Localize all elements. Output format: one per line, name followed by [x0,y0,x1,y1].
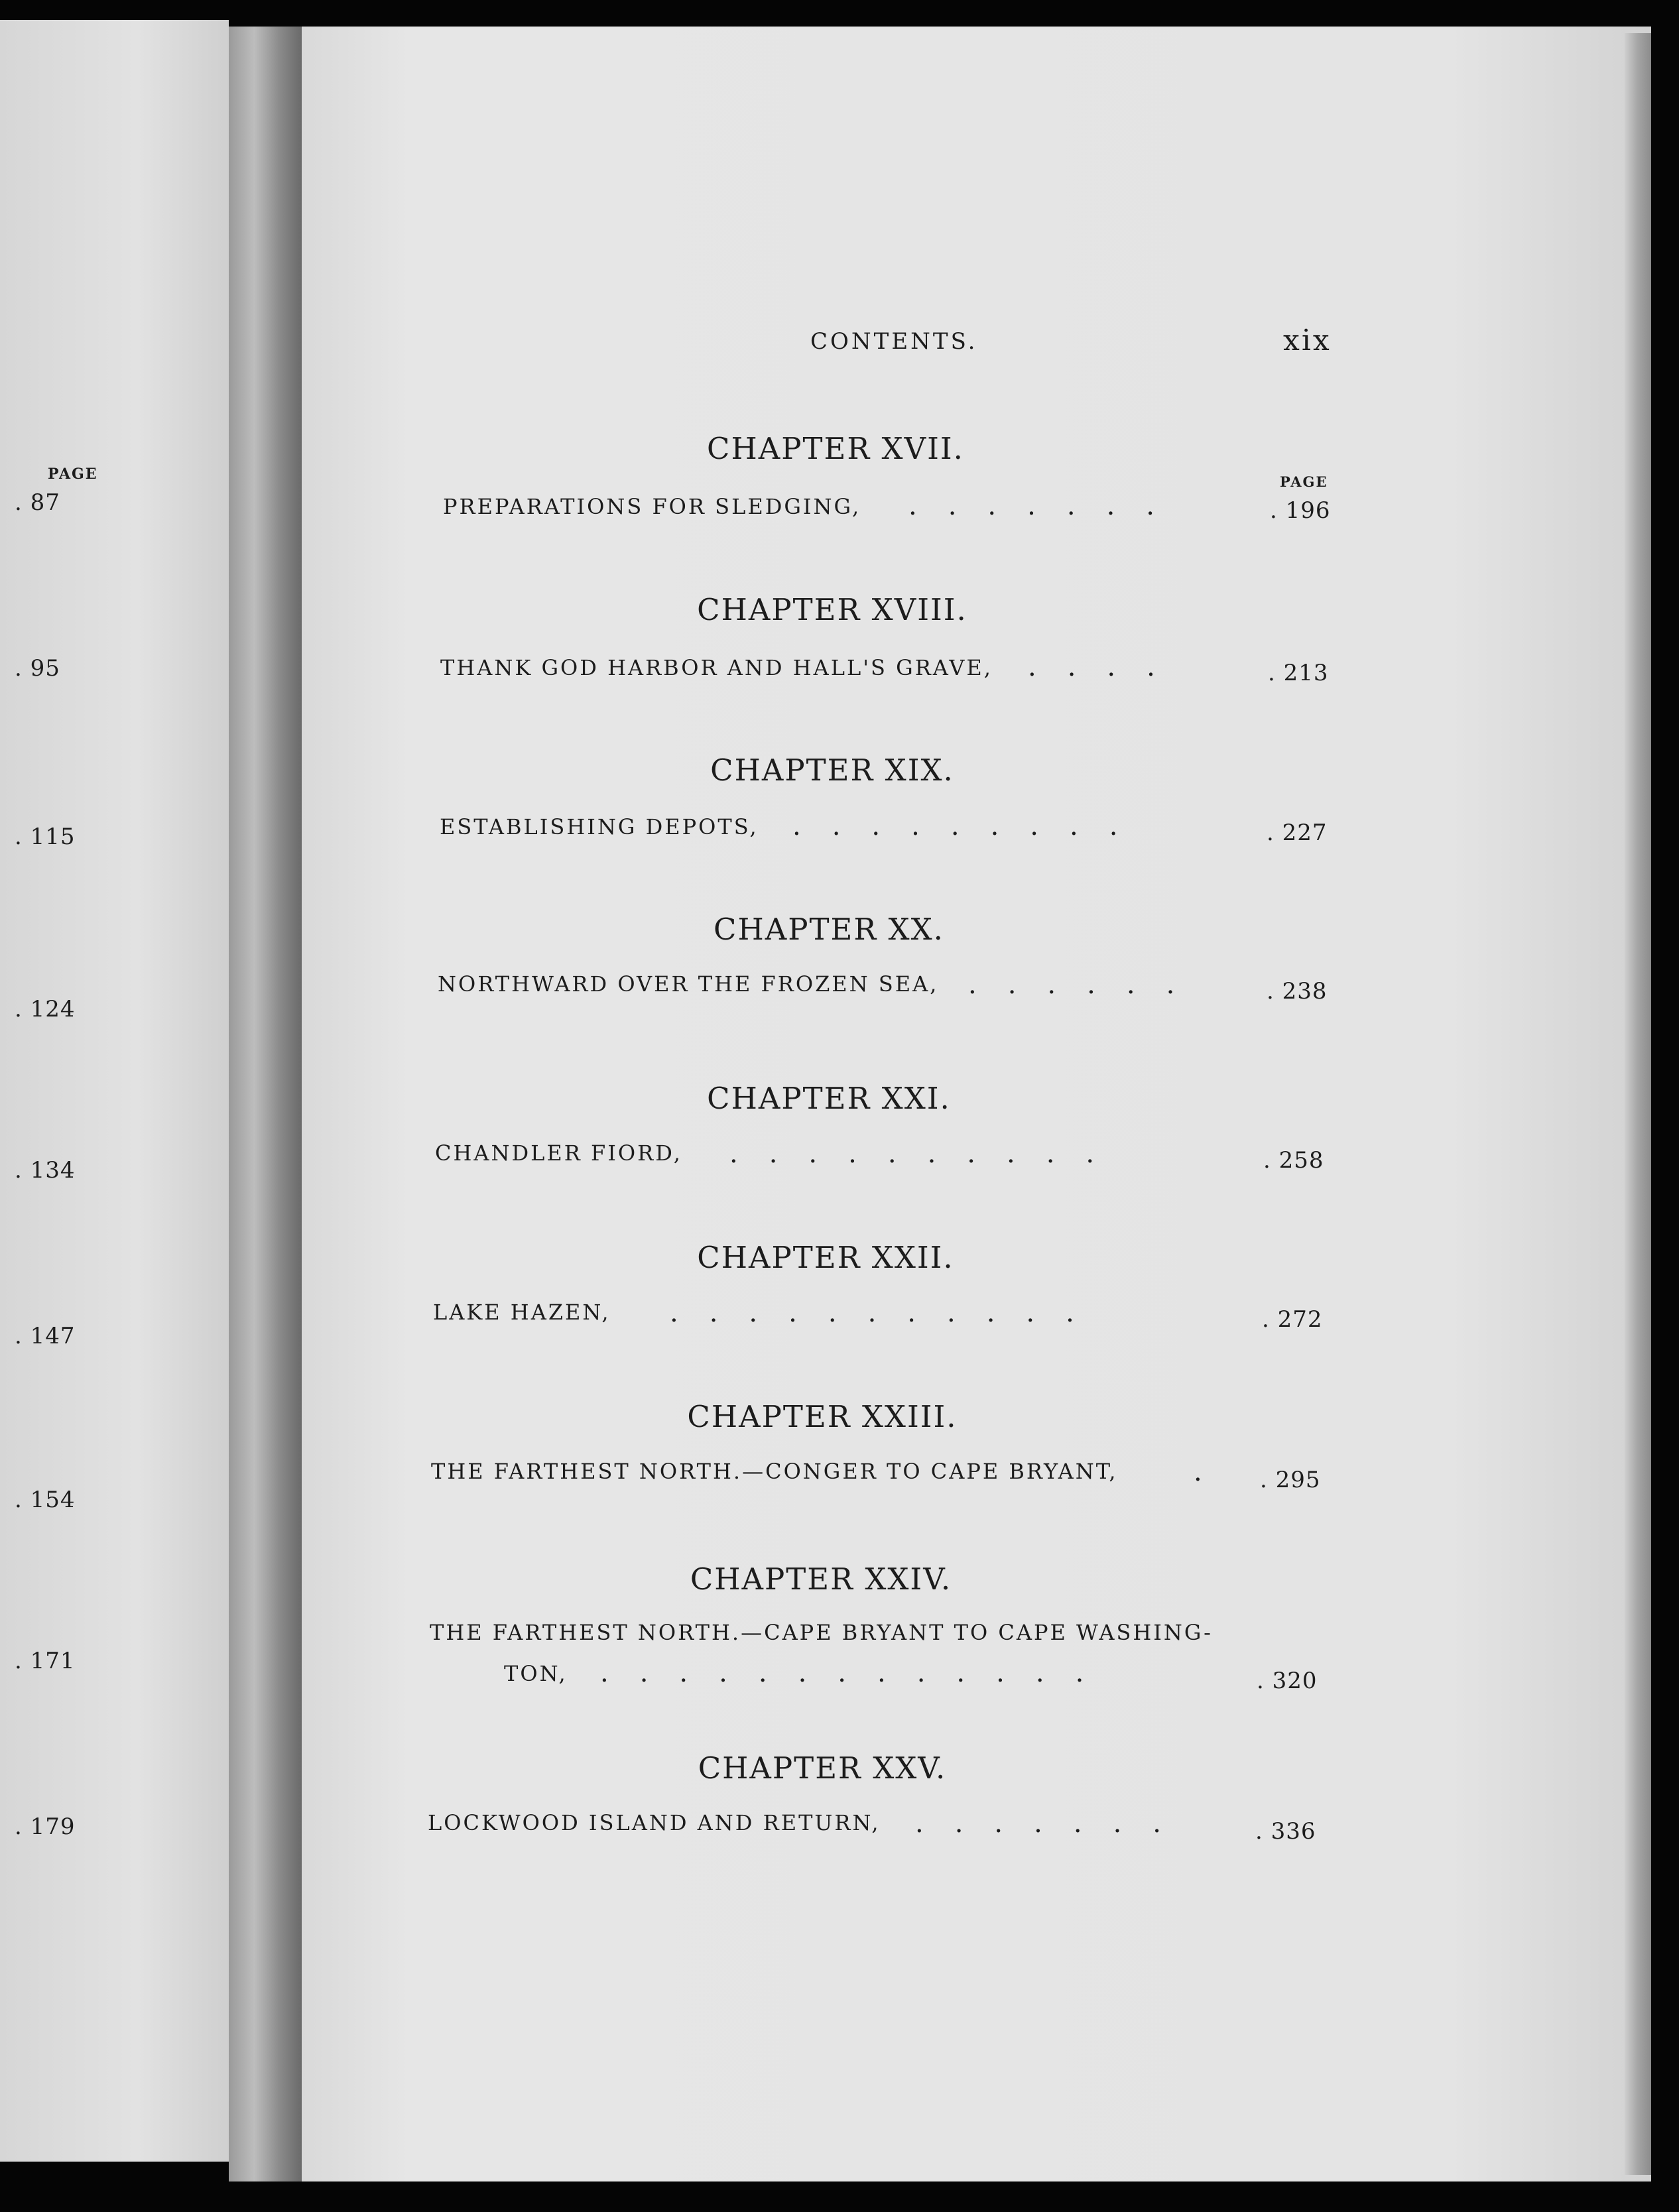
chapter-heading: CHAPTER XXII. [697,1240,954,1275]
chapter-title-continuation: TON, [504,1661,568,1686]
page-edge-shadow [1625,33,1651,2175]
dot-leader: ....... [908,491,1186,521]
left-page-number: . 179 [15,1813,76,1840]
left-page-fragment [0,20,229,2162]
page-number: . 336 [1255,1818,1316,1845]
page-number: . 295 [1260,1467,1321,1493]
left-page-number: . 124 [15,996,76,1022]
chapter-title: LOCKWOOD ISLAND AND RETURN, [428,1810,881,1835]
dot-leader: .... [1028,652,1186,682]
folio: xix [1283,324,1332,357]
chapter-title: NORTHWARD OVER THE FROZEN SEA, [438,971,939,997]
book-gutter [229,27,302,2181]
chapter-heading: CHAPTER XVII. [707,431,964,466]
left-page-number: . 95 [15,655,60,682]
chapter-heading: CHAPTER XXV. [698,1751,947,1786]
chapter-title: PREPARATIONS FOR SLEDGING, [443,494,861,519]
left-page-number: . 87 [15,489,60,516]
page-number: . 258 [1263,1147,1324,1174]
page-number: . 196 [1270,497,1331,524]
page-number: . 272 [1262,1306,1323,1333]
running-head: CONTENTS. [810,328,978,355]
left-page-column-header: PAGE [48,465,98,483]
chapter-heading: CHAPTER XXI. [707,1081,951,1116]
chapter-heading: CHAPTER XXIII. [687,1399,958,1434]
chapter-title: CHANDLER FIORD, [435,1140,682,1166]
chapter-title: ESTABLISHING DEPOTS, [440,814,759,839]
page-number: . 213 [1268,660,1329,686]
chapter-title: THE FARTHEST NORTH.—CONGER TO CAPE BRYANT, [431,1459,1118,1484]
left-page-number: . 171 [15,1648,76,1674]
dot-leader: ............. [600,1658,1115,1688]
chapter-heading: CHAPTER XVIII. [697,592,967,627]
chapter-title: THANK GOD HARBOR AND HALL'S GRAVE, [440,655,993,680]
dot-leader: . [1194,1457,1233,1487]
left-page-number: . 154 [15,1487,76,1513]
page-number: . 320 [1257,1668,1318,1694]
dot-leader: ......... [792,811,1149,841]
dot-leader: .......... [729,1138,1126,1169]
left-page-number: . 115 [15,824,76,850]
page-column-header: PAGE [1280,473,1328,490]
dot-leader: ...... [968,969,1206,1000]
chapter-heading: CHAPTER XIX. [710,753,954,788]
page-number: . 227 [1267,820,1328,846]
chapter-title: LAKE HAZEN, [433,1300,611,1325]
chapter-heading: CHAPTER XX. [714,912,944,947]
dot-leader: ........... [670,1298,1105,1328]
page-number: . 238 [1267,978,1328,1005]
dot-leader: ....... [915,1808,1193,1839]
left-page-number: . 147 [15,1323,76,1349]
left-page-number: . 134 [15,1157,76,1184]
chapter-heading: CHAPTER XXIV. [690,1562,952,1597]
chapter-title: THE FARTHEST NORTH.—CAPE BRYANT TO CAPE WASHING- [430,1620,1213,1645]
